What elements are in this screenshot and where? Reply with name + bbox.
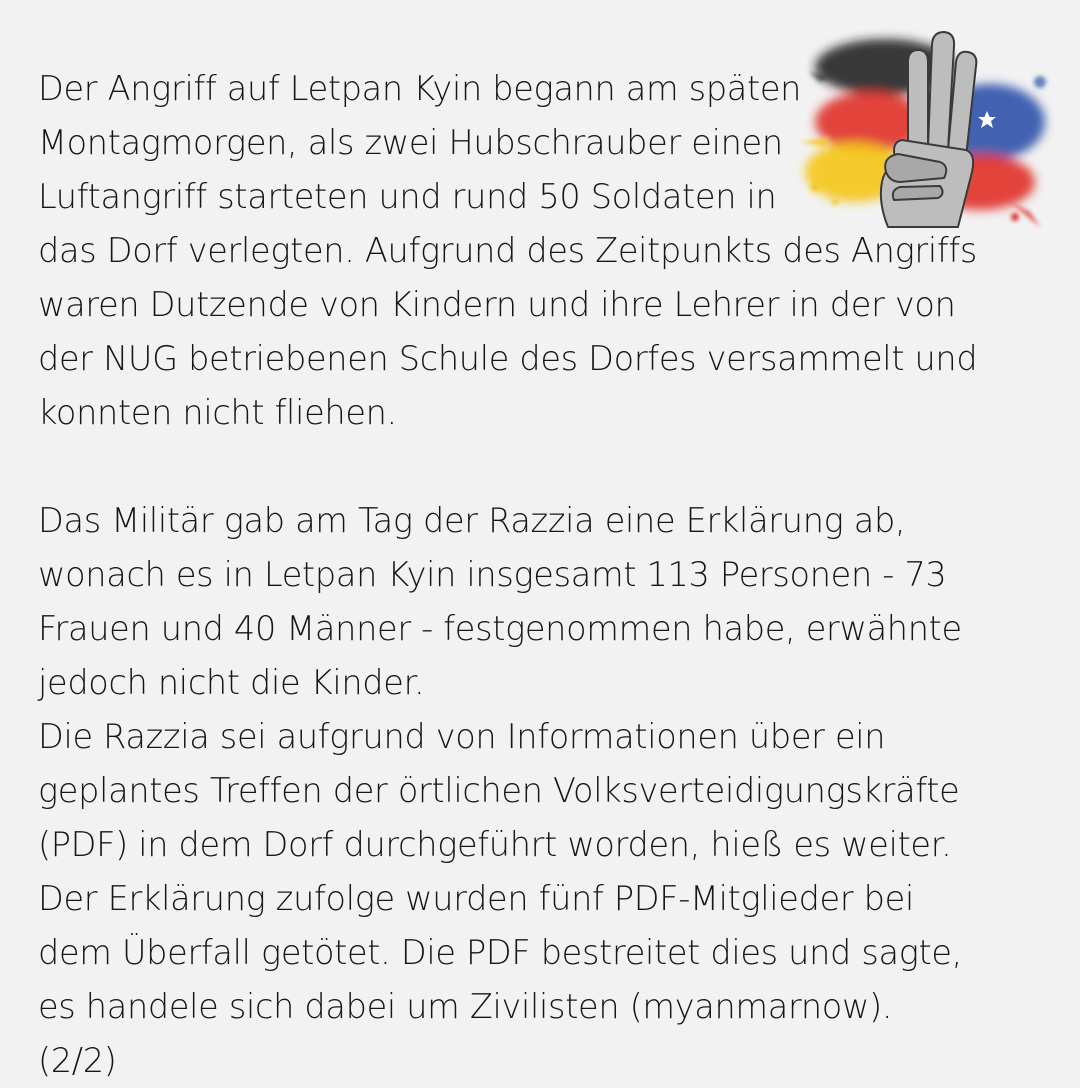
paragraph-2 bbox=[38, 494, 1048, 1088]
text-line: Das Militär gab am Tag der Razzia eine Erklärung ab, bbox=[38, 501, 906, 540]
text-line: dem Überfall getötet. Die PDF bestreitet dies und sagte, bbox=[38, 933, 962, 972]
text-line: der NUG betriebenen Schule des Dorfes versammelt und bbox=[38, 339, 978, 378]
text-line: Luftangriff starteten und rund 50 Soldaten in bbox=[38, 177, 777, 216]
text-line: Die Razzia sei aufgrund von Informationen über ein bbox=[38, 717, 886, 756]
text-line: wonach es in Letpan Kyin insgesamt 113 Personen - 73 bbox=[38, 555, 947, 594]
text-line: es handele sich dabei um Zivilisten (myanmarnow). bbox=[38, 987, 893, 1026]
text-line: Frauen und 40 Männer - festgenommen habe, erwähnte bbox=[38, 609, 962, 648]
text-line: geplantes Treffen der örtlichen Volksverteidigungskräfte bbox=[38, 771, 960, 810]
paragraph-spacer bbox=[38, 440, 1048, 494]
text-line: waren Dutzende von Kindern und ihre Lehrer in der von bbox=[38, 285, 956, 324]
text-line: Der Angriff auf Letpan Kyin begann am späten bbox=[38, 69, 802, 108]
article-text bbox=[38, 62, 1048, 1088]
text-line: konnten nicht fliehen. bbox=[38, 393, 397, 432]
text-line: jedoch nicht die Kinder. bbox=[38, 663, 425, 702]
page-indicator: (2/2) bbox=[38, 1041, 117, 1080]
text-line: (PDF) in dem Dorf durchgeführt worden, hieß es weiter. bbox=[38, 825, 952, 864]
text-line: das Dorf verlegten. Aufgrund des Zeitpunkts des Angriffs bbox=[38, 231, 977, 270]
paragraph-1 bbox=[38, 62, 1048, 440]
text-line: Der Erklärung zufolge wurden fünf PDF-Mitglieder bei bbox=[38, 879, 914, 918]
text-line: Montagmorgen, als zwei Hubschrauber einen bbox=[38, 123, 783, 162]
